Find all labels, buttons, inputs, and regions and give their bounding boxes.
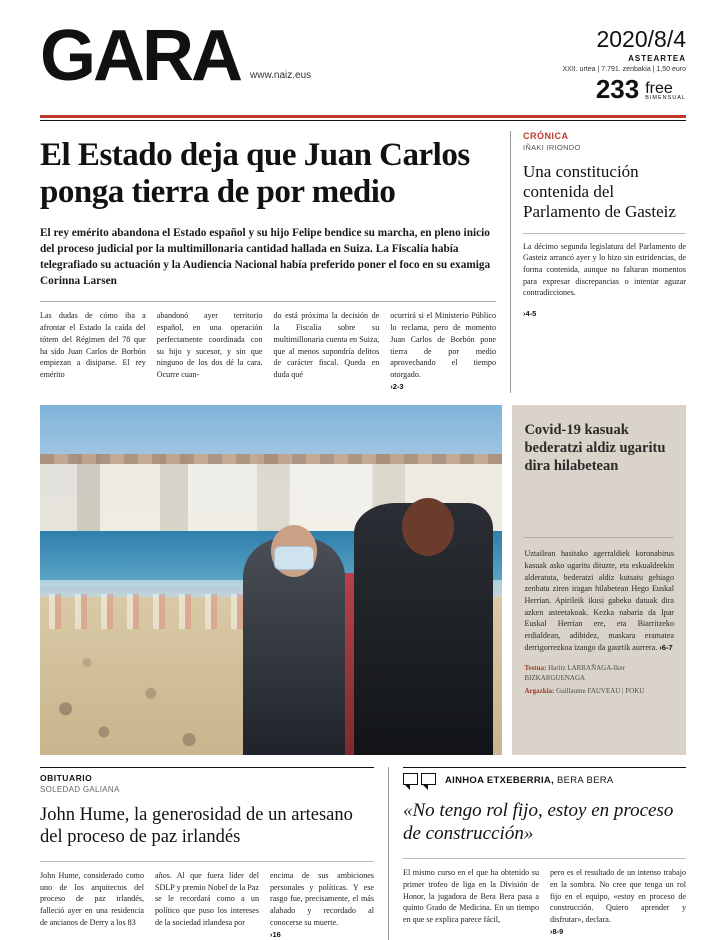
covid-body-text: Uztailean hasitako agerraldiek koronabirus kasuak asko ugaritu dituzte, eta eskualdeekin alderatuta, bederatzi aldiz kutsatu gehiago zenbatu ziren iragan hilabetean Hego Euskal Herrian. Apirileik ikusi gabeko datuak dira azken asteetakoak. Kezka nabaria da Ipar Euskal Herrian ere, eta Biarritzeko erdialdean, adibidez, maskara eramatea derrigorrezkoa izango da gaurtik aurrera. [524,549,674,652]
photo-crowd [40,601,253,755]
cronica-kicker: CRÓNICA [523,131,569,142]
free-badge [645,79,686,102]
lead-column-3-text: do está próxima la decisión de la Fiscalía sobre su multimillonaria cuenta en Suiza, que al menos supondría delitos de carácter fiscal. Queda en duda qué [273,311,380,380]
gara-logo: GARA [40,16,240,96]
issue-number-row [563,74,687,104]
obituary-column-3 [270,870,374,940]
obituary-column-2 [155,870,259,940]
obituary-kicker: OBITUARIO [40,772,93,783]
obituary-headline[interactable]: John Hume, la generosidad de un artesano del proceso de paz irlandés [40,804,353,848]
lead-column-2 [157,310,263,392]
photo-figure-masked [243,538,345,755]
issue-number: 233 [595,74,640,104]
obituary-top-rule [40,767,374,768]
red-divider [40,115,686,118]
issue-meta: XXII. urtea | 7.791. zenbakia | 1,50 euro [562,66,686,73]
covid-body [524,548,674,654]
interview-subject-org: BERA BERA [556,775,614,787]
bottom-section [40,767,686,940]
beach-crowd-photo [40,405,502,755]
masthead-info [562,26,687,104]
lead-column-2-text: abandonó ayer territorio español, en una operación perfectamente coordinada con su hijo y sucesor, y sin que ninguno de los dos dé la cara. Ocurre cuan- [156,311,263,380]
interview-columns [403,867,686,938]
interview-subject [445,775,614,786]
cronica-body: La décimo segunda legislatura del Parlamento de Gasteiz arrancó ayer y lo hizo sin estridencias, de forma contenida, aunque no faltaran momentos para expresar discrepancias o intentar aguzar contradicciones. [523,241,686,298]
weekday-label: ASTEARTEA [628,54,686,63]
covid-credits [524,664,674,697]
obituary-page-link[interactable]: ›16 [270,929,281,939]
interview-top-rule [403,767,686,768]
text-credit-label: Testua: [524,663,547,672]
lead-headline[interactable]: El Estado deja que Juan Carlos ponga tierra de por medio [40,137,470,211]
obituary-column-1 [40,870,144,940]
photo-credit: Guillaume FAUVEAU | FOKU [556,687,645,696]
cronica-page-link[interactable]: ›4-5 [523,309,537,319]
lead-divider [40,301,496,302]
lead-page-link[interactable]: ›2-3 [390,381,404,391]
lead-section [40,131,686,392]
covid-page-link[interactable]: ›6-7 [659,642,673,652]
face-mask-icon [274,546,314,570]
website-url[interactable]: www.naiz.eus [250,70,312,81]
photo-figure-foreground [354,503,493,755]
obituary-columns [40,870,374,940]
interview-page-link[interactable]: ›8-9 [550,926,564,936]
cronica-divider [523,233,686,234]
lead-main-column [40,131,510,392]
issue-date: 2020/8/4 [596,26,686,52]
lead-body-columns [40,310,496,392]
lead-column-4-text: ocurrirá si el Ministerio Público lo reclama, pero de momento Juan Carlos de Borbón pone tierra de por medio aprovechando el tiempo otorgado. [390,311,496,380]
cronica-byline: IÑAKI IRIONDO [523,143,581,153]
free-sublabel: BIMENSUAL [645,95,686,102]
logo-block [40,16,312,96]
interview-divider [403,858,686,859]
free-label: free [645,79,673,97]
cronica-headline[interactable]: Una constitución contenida del Parlamento de Gasteiz [523,162,676,222]
covid-sidebox [512,405,686,755]
interview-column-2 [550,867,686,938]
photo-figure-foreground-head [402,498,454,556]
covid-divider [524,537,674,538]
interview-header [403,773,686,789]
masthead [40,0,686,104]
photo-credit-label: Argazkia: [524,687,555,696]
interview-headline[interactable]: «No tengo rol fijo, estoy en proceso de construcción» [403,799,674,845]
obituary-author: SOLEDAD GALIANA [40,784,120,794]
lead-column-1 [40,310,146,392]
interview-column-1 [403,867,539,938]
covid-title[interactable]: Covid-19 kasuak bederatzi aldiz ugaritu dira hilabetean [524,421,666,474]
interview-column-1-text: El mismo curso en el que ha obtenido su primer trofeo de liga en la División de Honor, la jugadora de Bera Bera pasa a quinto Grado de Medicina. En un tiempo en que se explica parece fácil, [403,868,539,925]
lead-column-3 [274,310,380,392]
photo-roofline [40,454,502,465]
lead-standfirst: El rey emérito abandona el Estado español y su hijo Felipe bendice su marcha, en pleno inicio del proceso judicial por la multimillonaria cantidad hallada en Suiza. La Fiscalía había telegrafiado su actuación y la Audiencia Nacional había preferido poner el foco en su examiga Corinna Larsen [40,227,491,288]
interview-column-2-text: pero es el resultado de un intenso trabajo en la sombra. No cree que tenga un rol fijo en el equipo, «estoy en proceso de construcción. Quiero aprender y disfrutar», declara. [550,868,686,925]
black-divider [40,120,686,121]
interview-subject-name: AINHOA ETXEBERRIA, [445,775,555,787]
interview-block [388,767,686,940]
lead-column-1-text: Las dudas de cómo iba a afrontar el Estado la caída del tótem del Régimen del 78 que ha sido Juan Carlos de Borbón empiezan a disiparse. El rey emérito [40,311,146,380]
text-credit: Haritz LARRAÑAGA-Iker BIZKARGUENAGA [524,663,625,682]
quote-marks-icon [403,773,437,789]
obituary-column-2-text: años. Al que fuera líder del SDLP y premio Nobel de la Paz se le recordará como a un político que puso los intereses de la sociedad irlandesa por [155,870,259,927]
obituary-column-3-text: encima de sus ambiciones personales y políticas. Y ese rasgo fue, precisamente, el más alabado y recordado al conocerse su muerte. [270,870,374,927]
cronica-column [510,131,686,392]
feature-section [40,405,686,755]
obituary-column-1-text: John Hume, considerado como uno de los arquitectos del proceso de paz irlandés, falleció ayer en una residencia de ancianos de Derry a los 83 [40,870,144,927]
lead-column-4 [390,310,496,392]
obituary-divider [40,861,374,862]
obituary-block [40,767,388,940]
